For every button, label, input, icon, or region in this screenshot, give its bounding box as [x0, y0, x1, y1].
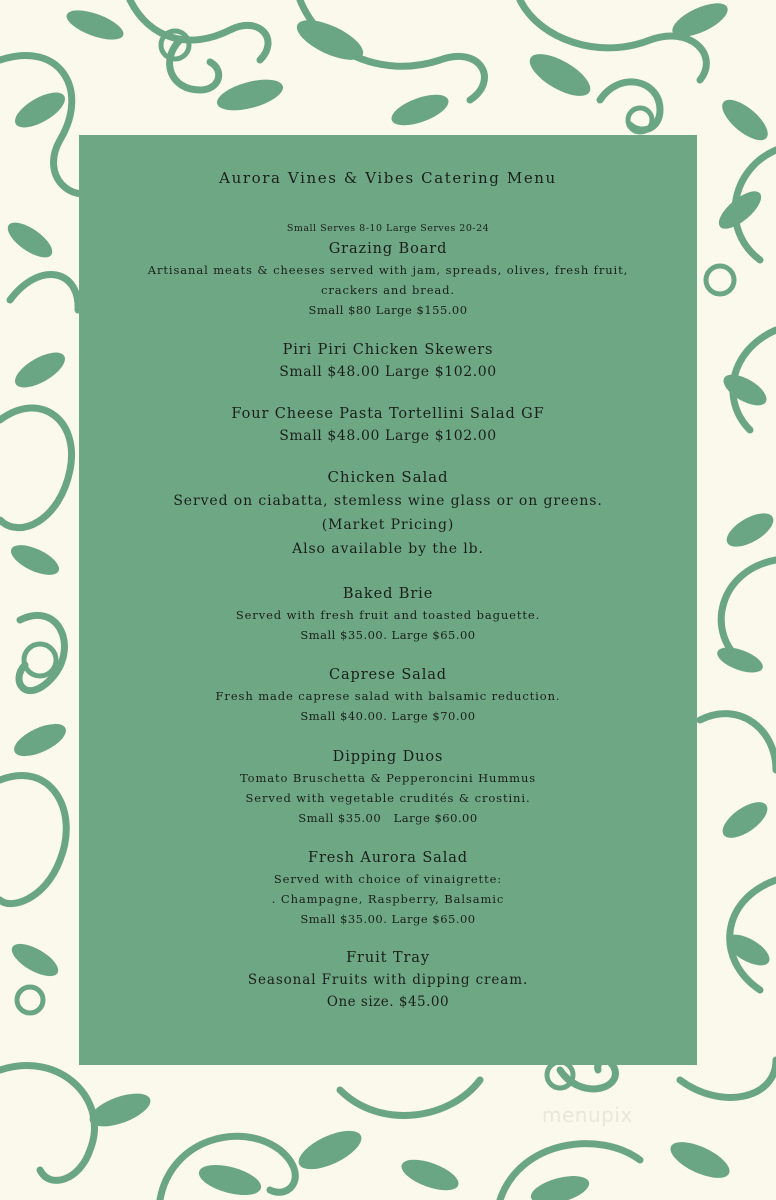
item-price: One size. $45.00 [326, 994, 450, 1010]
item-name: Dipping Duos [332, 749, 444, 765]
item-price: Small $35.00 Large $60.00 [298, 811, 478, 825]
menu-item-piri-piri-chicken-skewers [79, 339, 697, 383]
menu-item-dipping-duos [79, 746, 697, 828]
menu-item-chicken-salad [79, 465, 697, 561]
menu-item-fresh-aurora-salad [79, 847, 697, 929]
item-description: Tomato Bruschetta & Pepperoncini Hummus [239, 771, 537, 785]
menu-item-baked-brie [79, 583, 697, 645]
item-price: Small $48.00 Large $102.00 [279, 428, 497, 444]
item-description: Served on ciabatta, stemless wine glass or on greens. [173, 493, 603, 509]
item-name: Caprese Salad [328, 667, 447, 683]
item-description: . Champagne, Raspberry, Balsamic [271, 892, 505, 906]
menu-item-tortellini-salad [79, 403, 697, 447]
item-name: Fruit Tray [346, 950, 430, 966]
item-price: Small $35.00. Large $65.00 [300, 628, 476, 642]
menu-item-caprese-salad [79, 664, 697, 726]
item-description: Served with vegetable crudités & crostini. [245, 791, 531, 805]
menu-panel [79, 135, 697, 1065]
item-name: Grazing Board [328, 241, 448, 257]
item-name: Chicken Salad [327, 468, 449, 486]
item-price: Small $80 Large $155.00 [308, 303, 468, 317]
item-price: Small $35.00. Large $65.00 [300, 912, 476, 926]
serving-size-note: Small Serves 8-10 Large Serves 20-24 [286, 223, 490, 234]
menu-item-fruit-tray [79, 947, 697, 1013]
item-name: Baked Brie [342, 586, 434, 602]
item-description: Seasonal Fruits with dipping cream. [247, 972, 529, 988]
item-price: Small $48.00 Large $102.00 [279, 364, 497, 380]
item-name: Piri Piri Chicken Skewers [282, 342, 494, 358]
item-description: crackers and bread. [321, 283, 455, 297]
menupix-watermark: menupix [542, 1103, 633, 1127]
menu-item-grazing-board [79, 238, 697, 320]
item-description: Also available by the lb. [292, 541, 484, 557]
menu-title: Aurora Vines & Vibes Catering Menu [219, 169, 557, 187]
item-name: Four Cheese Pasta Tortellini Salad GF [231, 406, 545, 422]
item-price: Small $40.00. Large $70.00 [300, 709, 476, 723]
item-description: Artisanal meats & cheeses served with jam, spreads, olives, fresh fruit, [147, 263, 629, 277]
item-description: (Market Pricing) [321, 517, 455, 533]
item-description: Served with choice of vinaigrette: [273, 872, 503, 886]
item-description: Served with fresh fruit and toasted baguette. [235, 608, 541, 622]
item-description: Fresh made caprese salad with balsamic reduction. [215, 689, 561, 703]
item-name: Fresh Aurora Salad [308, 850, 468, 866]
